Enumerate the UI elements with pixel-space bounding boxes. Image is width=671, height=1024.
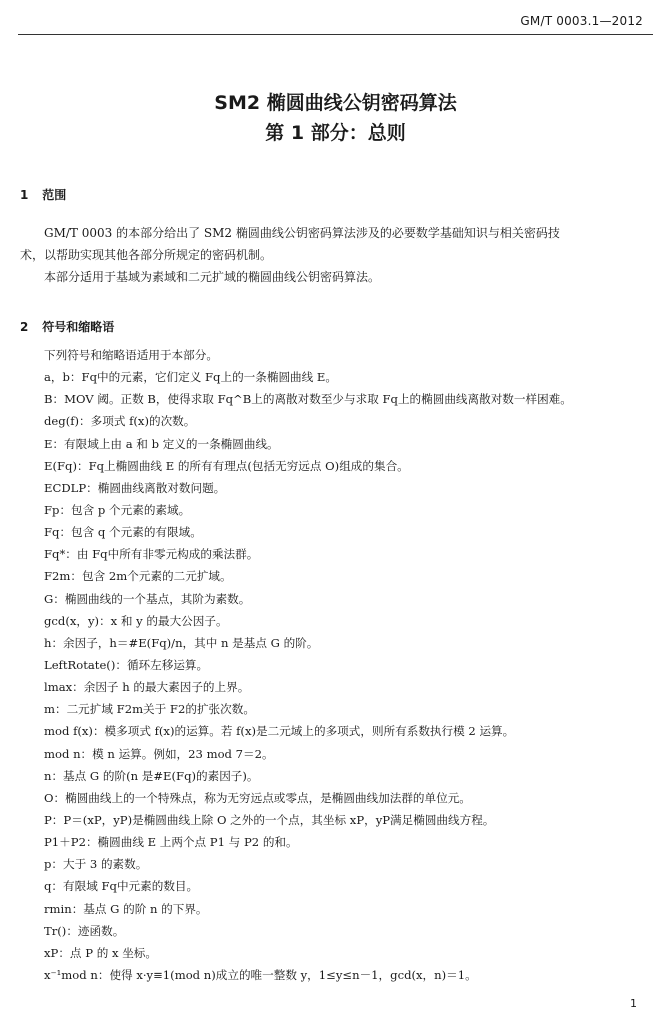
list-item: p：大于 3 的素数。 xyxy=(44,857,148,872)
list-item: Tr()：迹函数。 xyxy=(44,923,125,938)
section-1-title: 范围 xyxy=(42,188,67,202)
list-item: LeftRotate()：循环左移运算。 xyxy=(44,657,209,672)
list-item: P1＋P2：椭圆曲线 E 上两个点 P1 与 P2 的和。 xyxy=(44,835,298,850)
document-title: SM2 椭圆曲线公钥密码算法 xyxy=(214,92,457,114)
section-2-number: 2 xyxy=(20,320,29,334)
list-item: F2m：包含 2m个元素的二元扩域。 xyxy=(44,569,232,584)
list-item: xP：点 P 的 x 坐标。 xyxy=(44,945,157,960)
list-item: ECDLP：椭圆曲线离散对数问题。 xyxy=(44,480,226,495)
section-1-body xyxy=(20,222,653,288)
symbol-list xyxy=(44,344,661,986)
paragraph: GM/T 0003 的本部分给出了 SM2 椭圆曲线公钥密码算法涉及的必要数学基础知识与相关密码技 xyxy=(44,226,560,240)
list-item: Fp：包含 p 个元素的素域。 xyxy=(44,502,191,517)
list-item: n：基点 G 的阶(n 是#E(Fq)的素因子)。 xyxy=(44,768,259,783)
list-item: rmin：基点 G 的阶 n 的下界。 xyxy=(44,901,208,916)
list-item: h：余因子，h＝#E(Fq)/n，其中 n 是基点 G 的阶。 xyxy=(44,635,319,650)
section-2-title: 符号和缩略语 xyxy=(42,320,115,334)
section-1-number: 1 xyxy=(20,188,29,202)
paragraph: 术，以帮助实现其他各部分所规定的密码机制。 xyxy=(20,248,273,262)
document-subtitle: 第 1 部分：总则 xyxy=(265,122,406,144)
list-item: Fq*：由 Fq中所有非零元构成的乘法群。 xyxy=(44,547,259,562)
list-item: m：二元扩域 F2m关于 F2的扩张次数。 xyxy=(44,702,255,717)
list-item: E(Fq)：Fq上椭圆曲线 E 的所有有理点(包括无穷远点 O)组成的集合。 xyxy=(44,458,409,473)
list-item: G：椭圆曲线的一个基点，其阶为素数。 xyxy=(44,591,251,606)
page-number: 1 xyxy=(630,997,637,1010)
list-item: mod f(x)：模多项式 f(x)的运算。若 f(x)是二元域上的多项式，则所有系数执行模 2 运算。 xyxy=(44,724,515,739)
list-item: O：椭圆曲线上的一个特殊点，称为无穷远点或零点，是椭圆曲线加法群的单位元。 xyxy=(44,790,471,805)
section-1-heading xyxy=(20,186,66,203)
list-item: B：MOV 阈。正数 B，使得求取 Fq^B上的离散对数至少与求取 Fq上的椭圆曲线离散对数一样困难。 xyxy=(44,392,572,407)
list-item: 下列符号和缩略语适用于本部分。 xyxy=(44,348,218,362)
list-item: gcd(x，y)：x 和 y 的最大公因子。 xyxy=(44,613,228,628)
list-item: E：有限域上由 a 和 b 定义的一条椭圆曲线。 xyxy=(44,436,279,451)
list-item: mod n：模 n 运算。例如，23 mod 7＝2。 xyxy=(44,746,274,761)
header-rule xyxy=(18,34,653,35)
standard-code: GM/T 0003.1—2012 xyxy=(520,14,643,28)
list-item: deg(f)：多项式 f(x)的次数。 xyxy=(44,414,196,429)
list-item: a，b：Fq中的元素，它们定义 Fq上的一条椭圆曲线 E。 xyxy=(44,370,337,385)
list-item: Fq：包含 q 个元素的有限域。 xyxy=(44,525,202,540)
section-2-heading xyxy=(20,318,114,335)
paragraph: 本部分适用于基域为素域和二元扩域的椭圆曲线公钥密码算法。 xyxy=(44,270,381,284)
list-item: x⁻¹mod n：使得 x·y≡1(mod n)成立的唯一整数 y，1≤y≤n－1，gcd(x，n)＝1。 xyxy=(44,967,477,982)
list-item: lmax：余因子 h 的最大素因子的上界。 xyxy=(44,680,250,695)
list-item: q：有限域 Fq中元素的数目。 xyxy=(44,879,199,894)
list-item: P：P＝(xP，yP)是椭圆曲线上除 O 之外的一个点，其坐标 xP，yP满足椭圆曲线方程。 xyxy=(44,812,495,827)
